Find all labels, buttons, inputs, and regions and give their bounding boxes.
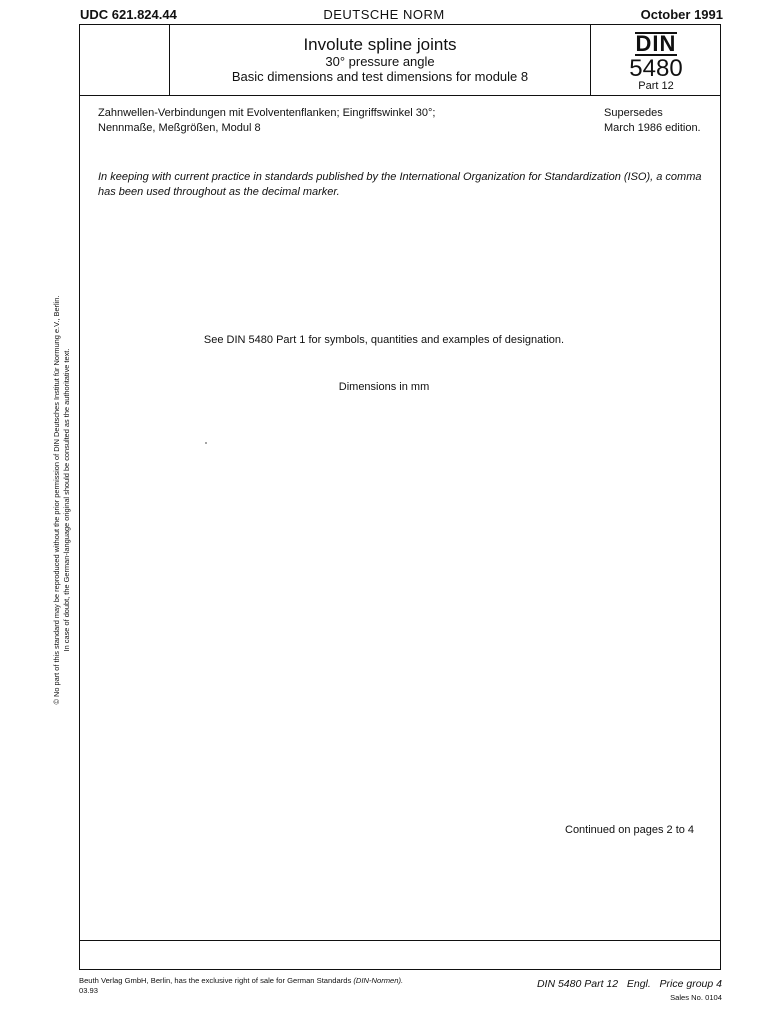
document-title: Involute spline joints bbox=[303, 35, 457, 54]
copyright-line: © No part of this standard may be reproduced without the prior permission of DIN Deutsches Institut für Normung e.V., Berlin. bbox=[52, 295, 61, 705]
decimal-marker-note bbox=[98, 170, 710, 200]
footer-code: 03.93 bbox=[79, 985, 99, 995]
german-title bbox=[98, 106, 435, 136]
standard-part: Part 12 bbox=[638, 80, 674, 92]
german-title-line: Nennmaße, Meßgrößen, Modul 8 bbox=[98, 122, 261, 134]
issue-date: October 1991 bbox=[640, 7, 723, 22]
dimensions-unit: Dimensions in mm bbox=[338, 381, 430, 393]
document-subtitle-scope: Basic dimensions and test dimensions for module 8 bbox=[231, 69, 529, 84]
copyright-notice bbox=[52, 260, 71, 740]
supersedes-note bbox=[604, 106, 701, 136]
publisher-line bbox=[79, 976, 403, 986]
footer-reference: DIN 5480 Part 12 Engl. Price group 4 bbox=[536, 978, 722, 990]
din-logo: DIN bbox=[635, 31, 677, 56]
continued-note: Continued on pages 2 to 4 bbox=[565, 824, 695, 836]
din-block bbox=[591, 24, 721, 95]
scan-speck bbox=[205, 442, 207, 444]
title-block bbox=[170, 24, 590, 95]
note-line: In keeping with current practice in standards published by the International Organization for Standardization (ISO), a comma bbox=[98, 171, 702, 183]
header-divider bbox=[79, 95, 721, 96]
bottom-band-divider bbox=[79, 940, 721, 941]
udc-number: UDC 621.824.44 bbox=[80, 7, 177, 22]
supersedes-label: Supersedes bbox=[604, 107, 663, 119]
publisher-text: Beuth Verlag GmbH, Berlin, has the exclusive right of sale for German Standards bbox=[79, 976, 354, 985]
german-title-line: Zahnwellen-Verbindungen mit Evolventenflanken; Eingriffswinkel 30°; bbox=[98, 107, 436, 119]
footer-publisher bbox=[79, 976, 403, 995]
norm-label: DEUTSCHE NORM bbox=[323, 7, 445, 22]
reference-note: See DIN 5480 Part 1 for symbols, quantities and examples of designation. bbox=[203, 334, 565, 346]
standard-number: 5480 bbox=[629, 55, 683, 82]
sales-number: Sales No. 0104 bbox=[670, 993, 722, 1002]
note-line: has been used throughout as the decimal marker. bbox=[98, 186, 340, 198]
document-subtitle-angle: 30° pressure angle bbox=[325, 54, 435, 69]
authoritative-text-line: In case of doubt, the German-language original should be consulted as the authoritative text. bbox=[61, 348, 71, 652]
publisher-italic: (DIN-Normen). bbox=[353, 976, 404, 985]
supersedes-edition: March 1986 edition. bbox=[604, 122, 701, 134]
